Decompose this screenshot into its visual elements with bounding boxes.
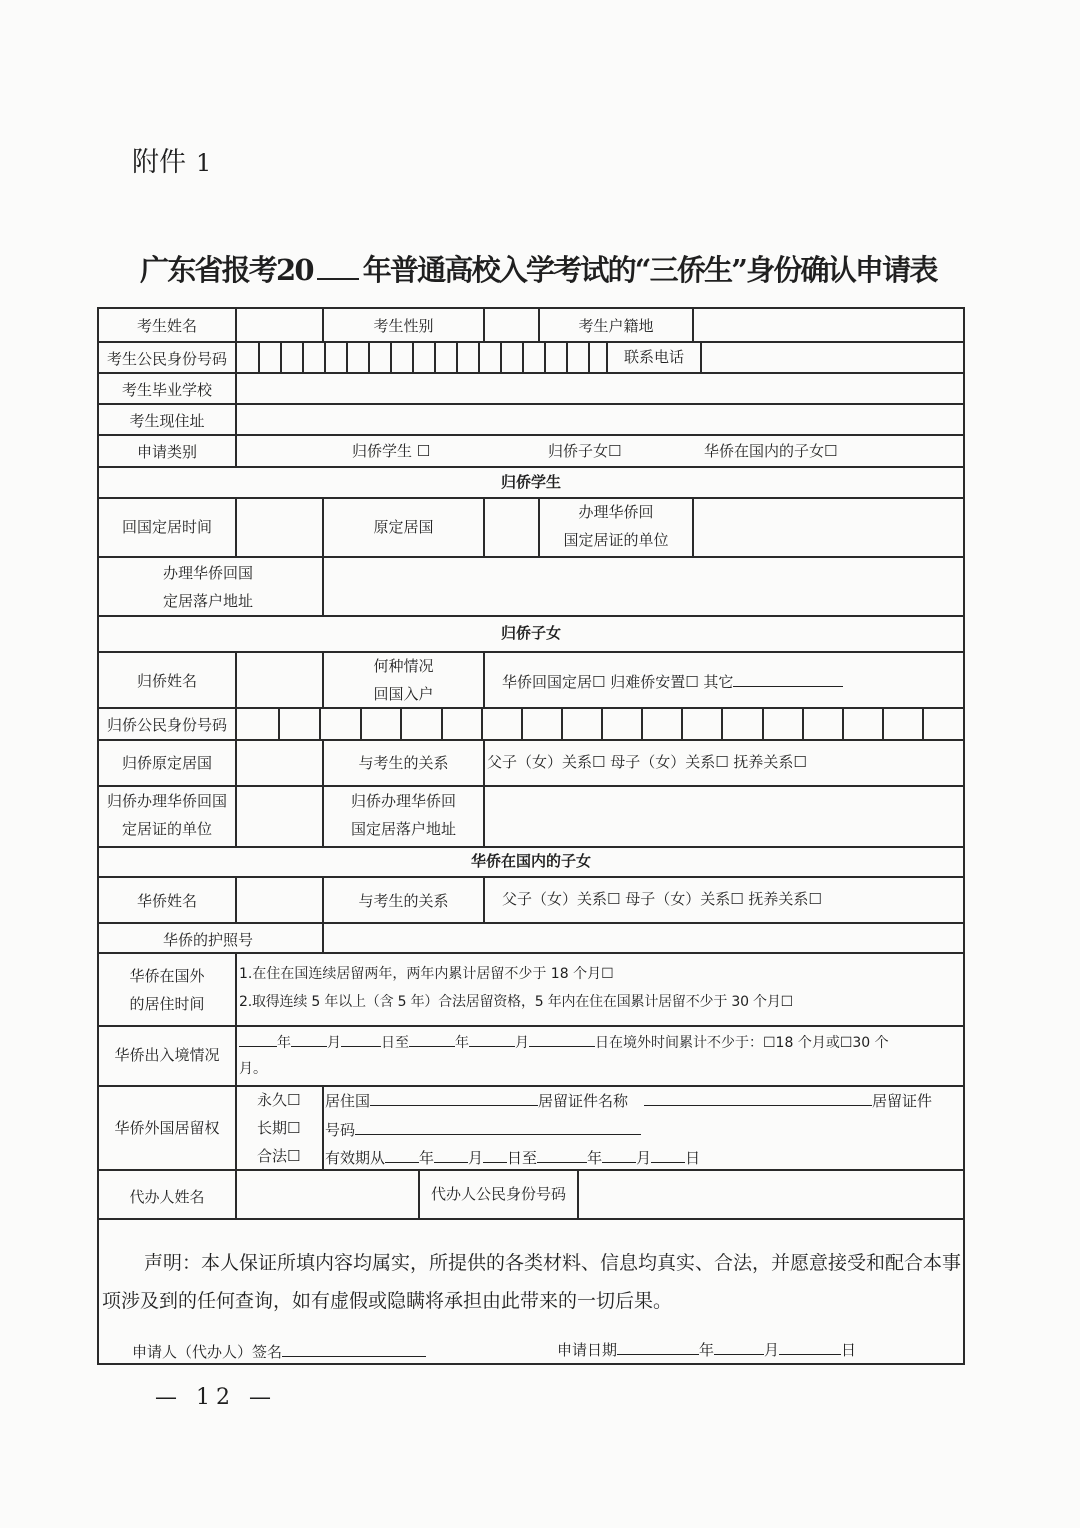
residency-line-1[interactable]: 居住国 居留证件名称 居留证件 xyxy=(325,1092,933,1110)
label-settle-address: 办理华侨回国 定居落户地址 xyxy=(162,564,253,610)
option-overseas-child-domestic[interactable]: 华侨在国内的子女☐ xyxy=(704,442,838,460)
label-returnee-name: 归侨姓名 xyxy=(136,672,197,690)
label-relation: 与考生的关系 xyxy=(358,754,449,772)
form-title: 广东省报考20 年普通高校入学考试的“三侨生”身份确认申请表 xyxy=(140,253,937,287)
label-id-number: 考生公民身份号码 xyxy=(106,350,227,368)
residency-line-3[interactable]: 有效期从 年 月 日至 年 月 日 xyxy=(325,1149,701,1167)
label-agent-name: 代办人姓名 xyxy=(129,1188,205,1206)
year-blank[interactable] xyxy=(317,258,359,280)
label-school: 考生毕业学校 xyxy=(121,381,212,399)
residency-permanent[interactable]: 永久☐ xyxy=(257,1091,301,1109)
label-agent-id: 代办人公民身份号码 xyxy=(430,1185,566,1203)
residency-line-2[interactable]: 号码 xyxy=(325,1120,641,1138)
label-category: 申请类别 xyxy=(136,443,197,461)
label-returnee-cert-unit: 归侨办理华侨回国 定居证的单位 xyxy=(106,792,227,838)
abroad-option-1[interactable]: 1.在住在国连续居留两年，两年内累计居留不少于 18 个月☐ xyxy=(239,966,614,982)
entry-exit-line[interactable]: 年 月 日至 年 月 日在境外时间累计不少于：☐18 个月或☐30 个 xyxy=(239,1032,889,1050)
label-examinee-gender: 考生性别 xyxy=(373,317,434,335)
label-overseas-relation: 与考生的关系 xyxy=(358,892,449,910)
abroad-option-2[interactable]: 2.取得连续 5 年以上（含 5 年）合法居留资格，5 年内在住在国累计居留不少于 30 个月☐ xyxy=(239,994,793,1010)
overseas-relation-options[interactable]: 父子（女）关系☐ 母子（女）关系☐ 抚养关系☐ xyxy=(502,890,822,908)
signature-line[interactable]: 申请人（代办人）签名 xyxy=(132,1342,426,1360)
label-cert-unit: 办理华侨回 国定居证的单位 xyxy=(563,503,669,549)
residency-legal[interactable]: 合法☐ xyxy=(257,1147,301,1165)
label-abroad-time: 华侨在国外 的居住时间 xyxy=(129,967,205,1013)
application-date[interactable]: 申请日期 年 月 日 xyxy=(557,1341,857,1359)
label-passport: 华侨的护照号 xyxy=(162,931,253,949)
declaration-text: 声明：本人保证所填内容均属实，所提供的各类材料、信息均真实、合法，并愿意接受和配合本事项涉及到的任何查询，如有虚假或隐瞒将承担由此带来的一切后果。 xyxy=(102,1252,962,1312)
label-original-country: 原定居国 xyxy=(373,518,434,536)
entry-exit-line-2: 月。 xyxy=(239,1061,267,1077)
label-returnee-country: 归侨原定居国 xyxy=(121,754,212,772)
label-returnee-settle-address: 归侨办理华侨回 国定居落户地址 xyxy=(350,792,456,838)
label-examinee-name: 考生姓名 xyxy=(136,317,197,335)
label-address: 考生现住址 xyxy=(129,412,205,430)
residency-long-term[interactable]: 长期☐ xyxy=(257,1119,301,1137)
label-residency: 华侨外国居留权 xyxy=(114,1119,220,1137)
label-entry-exit: 华侨出入境情况 xyxy=(114,1046,220,1064)
page-number: — 12 — xyxy=(155,1385,277,1410)
attachment-label: 附件 1 xyxy=(132,147,212,178)
option-returned-overseas-student[interactable]: 归侨学生 ☐ xyxy=(352,442,431,460)
section-header-returned-child: 归侨子女 xyxy=(500,624,561,642)
label-return-time: 回国定居时间 xyxy=(121,518,212,536)
label-entry-circumstance: 何种情况 回国入户 xyxy=(373,657,434,703)
option-returned-overseas-child[interactable]: 归侨子女☐ xyxy=(548,442,622,460)
label-hukou: 考生户籍地 xyxy=(578,317,654,335)
entry-circumstance-options[interactable]: 华侨回国定居☐ 归难侨安置☐ 其它 xyxy=(502,672,843,690)
section-header-returned-student: 归侨学生 xyxy=(500,473,561,491)
label-returnee-id: 归侨公民身份号码 xyxy=(106,716,227,734)
label-overseas-name: 华侨姓名 xyxy=(136,892,197,910)
section-header-overseas-child: 华侨在国内的子女 xyxy=(470,852,591,870)
relation-options[interactable]: 父子（女）关系☐ 母子（女）关系☐ 抚养关系☐ xyxy=(487,753,807,771)
label-phone: 联系电话 xyxy=(623,348,684,366)
